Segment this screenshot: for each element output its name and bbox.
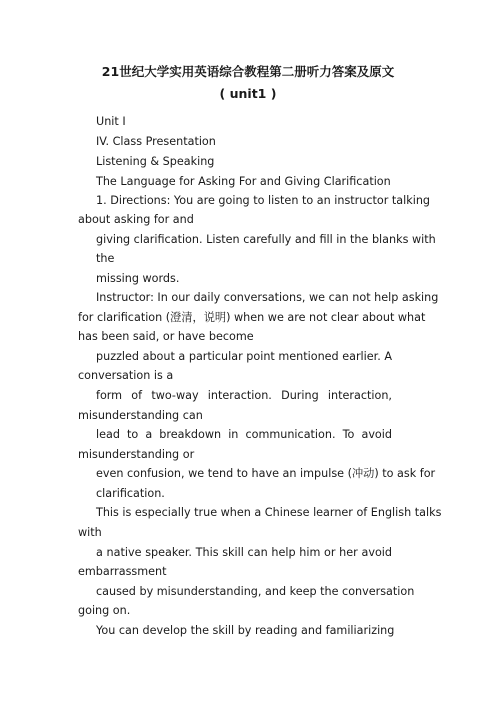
body-line: misunderstanding or [78, 448, 195, 461]
body-line: conversation is a [78, 369, 174, 382]
body-line: This is especially true when a Chinese learner of English talks [96, 506, 442, 519]
body-line: embarrassment [78, 565, 167, 578]
body-line: about asking for and [78, 213, 194, 226]
body-line: has been said, or have become [78, 330, 254, 343]
body-line: clarification. [96, 487, 165, 500]
body-line: Listening & Speaking [96, 155, 215, 168]
body-line: You can develop the skill by reading and familiarizing [96, 624, 395, 637]
body-line: the [96, 252, 115, 265]
body-line: IV. Class Presentation [96, 135, 216, 148]
body-line: going on. [78, 604, 131, 617]
body-line: 1. Directions: You are going to listen to an instructor talking [96, 194, 431, 207]
document-title: 21世纪大学实用英语综合教程第二册听力答案及原文 [101, 64, 395, 79]
body-line: even confusion, we tend to have an impulse (冲动) to ask for [96, 467, 436, 480]
body-line: misunderstanding can [78, 409, 203, 422]
body-line: form of two-way interaction. During interaction, [96, 389, 392, 402]
body-line: a native speaker. This skill can help him or her avoid [96, 546, 392, 559]
body-line: caused by misunderstanding, and keep the conversation [96, 585, 415, 598]
body-line: lead to a breakdown in communication. To avoid [96, 428, 392, 441]
document-subtitle: ( unit1 ) [219, 86, 277, 101]
body-line: with [78, 526, 102, 539]
body-line: The Language for Asking For and Giving Clarification [96, 175, 391, 188]
body-line: Instructor: In our daily conversations, we can not help asking [96, 291, 439, 304]
body-line: for clarification (澄清，说明) when we are not clear about what [78, 311, 426, 324]
body-line: puzzled about a particular point mentioned earlier. A [96, 350, 392, 363]
body-line: Unit I [96, 115, 126, 128]
body-line: missing words. [96, 272, 180, 285]
body-line: giving clarification. Listen carefully and fill in the blanks with [96, 233, 436, 246]
